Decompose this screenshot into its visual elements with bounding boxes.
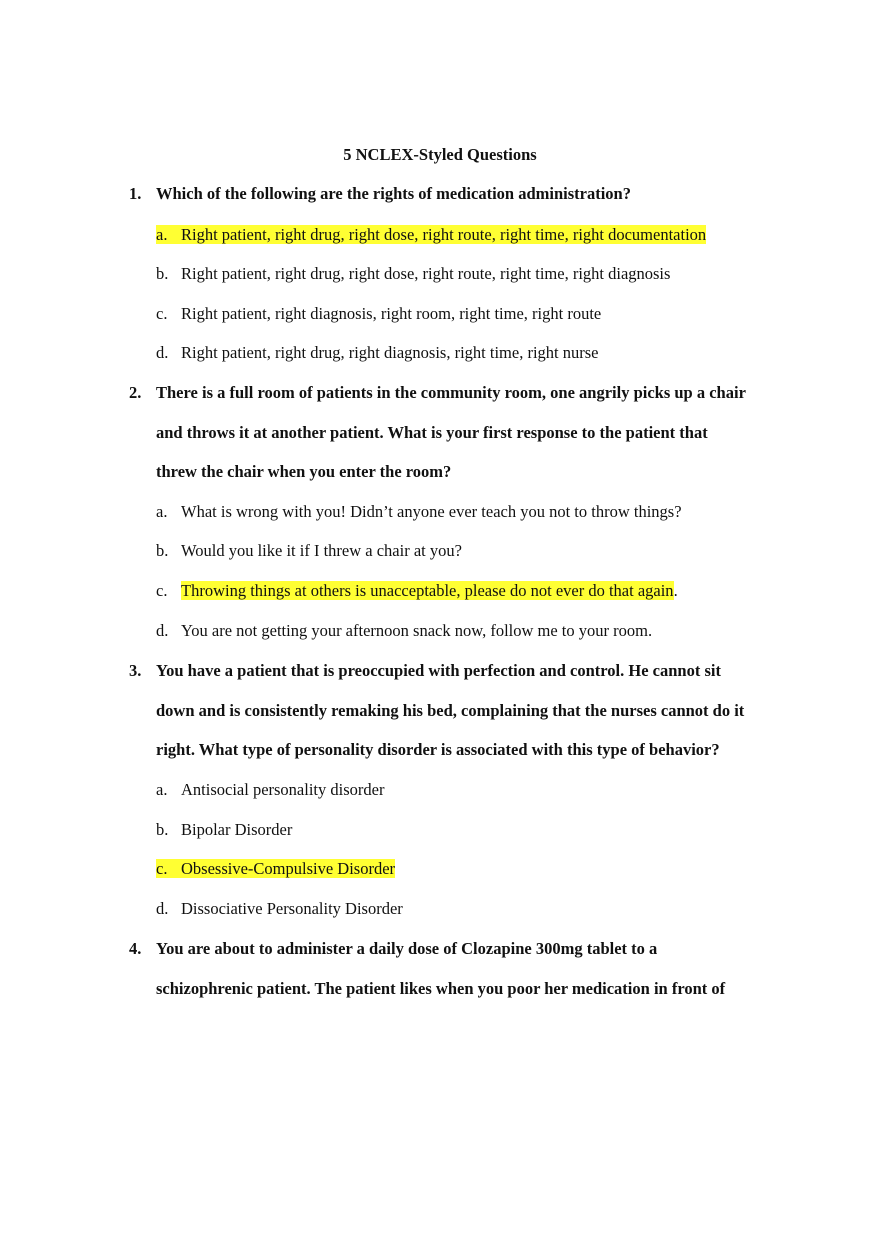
q2-option-b-letter: b. bbox=[156, 541, 169, 560]
question-2-text-line-2: and throws it at another patient. What is your first response to the patient that bbox=[156, 423, 708, 442]
document-title: 5 NCLEX-Styled Questions bbox=[343, 145, 537, 164]
q2-option-d-text: You are not getting your afternoon snack now, follow me to your room. bbox=[181, 621, 653, 640]
question-3-number: 3. bbox=[129, 661, 142, 680]
q1-option-c-letter: c. bbox=[156, 304, 168, 323]
q1-option-d-letter: d. bbox=[156, 343, 169, 362]
q2-option-c-tail: . bbox=[673, 581, 678, 600]
question-3-text-line-1: You have a patient that is preoccupied with perfection and control. He cannot sit bbox=[156, 661, 721, 680]
q2-option-c-text: Throwing things at others is unacceptable, please do not ever do that again. bbox=[181, 581, 678, 600]
q3-option-b-letter: b. bbox=[156, 820, 169, 839]
q1-option-c-text: Right patient, right diagnosis, right room, right time, right route bbox=[181, 304, 602, 323]
q1-option-a-text: Right patient, right drug, right dose, right route, right time, right documentation bbox=[181, 225, 707, 244]
q3-option-d-text: Dissociative Personality Disorder bbox=[181, 899, 403, 918]
q3-option-a-letter: a. bbox=[156, 780, 168, 799]
q3-option-d-letter: d. bbox=[156, 899, 169, 918]
q1-option-b-text: Right patient, right drug, right dose, right route, right time, right diagnosis bbox=[181, 264, 671, 283]
q2-option-a-letter: a. bbox=[156, 502, 168, 521]
question-2-number: 2. bbox=[129, 383, 142, 402]
q3-option-c-text: Obsessive-Compulsive Disorder bbox=[181, 859, 396, 878]
question-4-text-line-2: schizophrenic patient. The patient likes when you poor her medication in front of bbox=[156, 979, 726, 998]
q2-option-a-text: What is wrong with you! Didn’t anyone ever teach you not to throw things? bbox=[181, 502, 682, 521]
q2-option-d-letter: d. bbox=[156, 621, 169, 640]
q1-option-a-letter: a. bbox=[156, 225, 184, 245]
q1-option-d-text: Right patient, right drug, right diagnosis, right time, right nurse bbox=[181, 343, 599, 362]
question-3-text-line-2: down and is consistently remaking his bed, complaining that the nurses cannot do it bbox=[156, 701, 745, 720]
question-1-text: Which of the following are the rights of medication administration? bbox=[156, 184, 631, 203]
q2-option-b-text: Would you like it if I threw a chair at you? bbox=[181, 541, 462, 560]
q2-option-c-letter: c. bbox=[156, 581, 168, 600]
q1-option-b-letter: b. bbox=[156, 264, 169, 283]
question-2-text-line-1: There is a full room of patients in the community room, one angrily picks up a chair bbox=[156, 383, 746, 402]
question-4-number: 4. bbox=[129, 939, 142, 958]
question-1-number: 1. bbox=[129, 184, 142, 203]
q3-option-b-text: Bipolar Disorder bbox=[181, 820, 293, 839]
q3-option-a-text: Antisocial personality disorder bbox=[181, 780, 385, 799]
q3-option-c-letter: c. bbox=[156, 859, 184, 879]
question-3-text-line-3: right. What type of personality disorder is associated with this type of behavior? bbox=[156, 740, 720, 759]
question-2-text-line-3: threw the chair when you enter the room? bbox=[156, 462, 452, 481]
question-4-text-line-1: You are about to administer a daily dose of Clozapine 300mg tablet to a bbox=[156, 939, 658, 958]
